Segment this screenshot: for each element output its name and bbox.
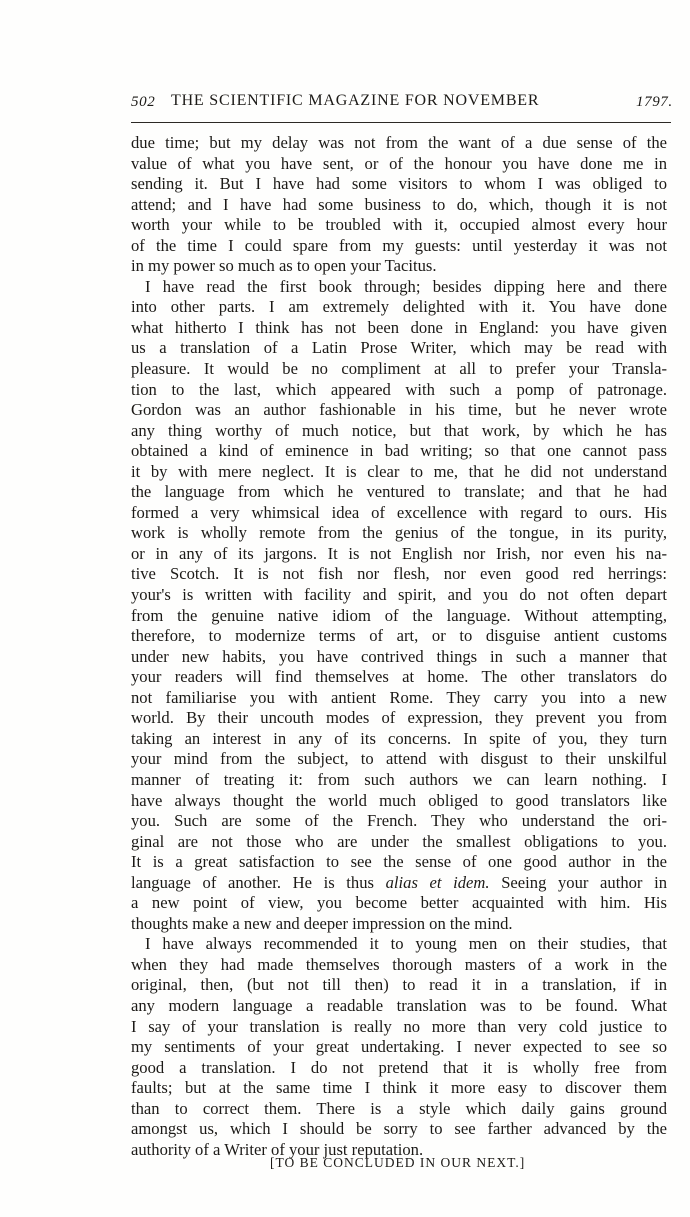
text-line: value of what you have sent, or of the honour you have done me in xyxy=(131,153,667,173)
text-line: faults; but at the same time I think it more easy to discover them xyxy=(131,1078,667,1098)
text-line: tive Scotch. It is not fish nor flesh, nor even good red herrings: xyxy=(131,564,667,584)
text-line: I say of your translation is really no more than very cold justice to xyxy=(131,1016,667,1036)
text-line: us a translation of a Latin Prose Writer, which may be read with xyxy=(131,338,667,358)
header-rule xyxy=(131,122,671,123)
text-line: sending it. But I have had some visitors to whom I was obliged to xyxy=(131,174,667,194)
magazine-title: THE SCIENTIFIC MAGAZINE FOR NOVEMBER xyxy=(171,92,540,109)
text-line: into other parts. I am extremely delighted with it. You have done xyxy=(131,297,667,317)
text-line: work is wholly remote from the genius of the tongue, in its purity, xyxy=(131,523,667,543)
issue-year: 1797. xyxy=(636,94,673,110)
text-line: your readers will find themselves at home. The other translators do xyxy=(131,667,667,687)
text-line: your mind from the subject, to attend with disgust to their unskilful xyxy=(131,749,667,769)
text-line: good a translation. I do not pretend that it is wholly free from xyxy=(131,1057,667,1077)
text-line: any modern language a readable translation was to be found. What xyxy=(131,995,667,1015)
text-line: worth your while to be troubled with it, occupied almost every hour xyxy=(131,215,667,235)
text-line: pleasure. It would be no compliment at all to prefer your Transla- xyxy=(131,359,667,379)
text-line: my sentiments of your great undertaking. I never expected to see so xyxy=(131,1037,667,1057)
text-line: due time; but my delay was not from the want of a due sense of the xyxy=(131,133,667,152)
text-line: when they had made themselves thorough masters of a work in the xyxy=(131,954,667,974)
text-line: amongst us, which I should be sorry to see farther advanced by the xyxy=(131,1119,667,1139)
text-line: taking an interest in any of its concerns. In spite of you, they turn xyxy=(131,728,667,748)
text-line: Gordon was an author fashionable in his time, but he never wrote xyxy=(131,400,667,420)
italic-phrase: alias et idem. xyxy=(385,872,490,892)
text-line: attend; and I have had some business to do, which, though it is not xyxy=(131,194,667,214)
text-line: formed a very whimsical idea of excellence with regard to ours. His xyxy=(131,502,667,522)
text-line: from the genuine native idiom of the language. Without attempting, xyxy=(131,605,667,625)
paragraph-start-line: I have always recommended it to young men on their studies, that xyxy=(145,934,667,954)
text-line: original, then, (but not till then) to read it in a translation, if in xyxy=(131,975,667,995)
text-line: a new point of view, you become better acquainted with him. His xyxy=(131,893,667,913)
text-line: not familiarise you with antient Rome. They carry you into a new xyxy=(131,687,667,707)
text-line: obtained a kind of eminence in bad writing; so that one cannot pass xyxy=(131,441,667,461)
text-line: or in any of its jargons. It is not English nor Irish, nor even his na- xyxy=(131,543,667,563)
text-line: tion to the last, which appeared with such a pomp of patronage. xyxy=(131,379,667,399)
text-line: you. Such are some of the French. They who understand the ori- xyxy=(131,811,667,831)
text-line: the language from which he ventured to translate; and that he had xyxy=(131,482,667,502)
text-line-with-italic xyxy=(131,873,667,894)
text-line: ginal are not those who are under the smallest obligations to you. xyxy=(131,831,667,851)
text-line: world. By their uncouth modes of expression, they prevent you from xyxy=(131,708,667,728)
text-line: have always thought the world much obliged to good translators like xyxy=(131,790,667,810)
text-line: under new habits, you have contrived things in such a manner that xyxy=(131,646,667,666)
text-line: thoughts make a new and deeper impression on the mind. xyxy=(131,913,513,933)
text-fragment: language of another. He is thus xyxy=(131,872,374,892)
text-line: therefore, to modernize terms of art, or to disguise antient customs xyxy=(131,626,667,646)
text-line: authority of a Writer of your just reputation. xyxy=(131,1139,424,1159)
text-line: your's is written with facility and spirit, and you do not often depart xyxy=(131,585,667,605)
text-line: of the time I could spare from my guests: until yesterday it was not xyxy=(131,235,667,255)
text-fragment: Seeing your author in xyxy=(489,872,667,892)
text-line: in my power so much as to open your Tacitus. xyxy=(131,256,437,276)
text-line: It is a great satisfaction to see the sense of one good author in the xyxy=(131,852,667,872)
running-head xyxy=(131,91,671,113)
text-line: than to correct them. There is a style which daily gains ground xyxy=(131,1098,667,1118)
page-number: 502 xyxy=(131,94,156,110)
continuation-note: [TO BE CONCLUDED IN OUR NEXT.] xyxy=(270,1155,526,1170)
text-line: it by with mere neglect. It is clear to me, that he did not understand xyxy=(131,461,667,481)
article-body xyxy=(131,133,667,1160)
text-line: any thing worthy of much notice, but that work, by which he has xyxy=(131,420,667,440)
text-line: what hitherto I think has not been done in England: you have given xyxy=(131,317,667,337)
paragraph-start-line: I have read the first book through; besides dipping here and there xyxy=(145,276,667,296)
text-line: manner of treating it: from such authors we can learn nothing. I xyxy=(131,769,667,789)
